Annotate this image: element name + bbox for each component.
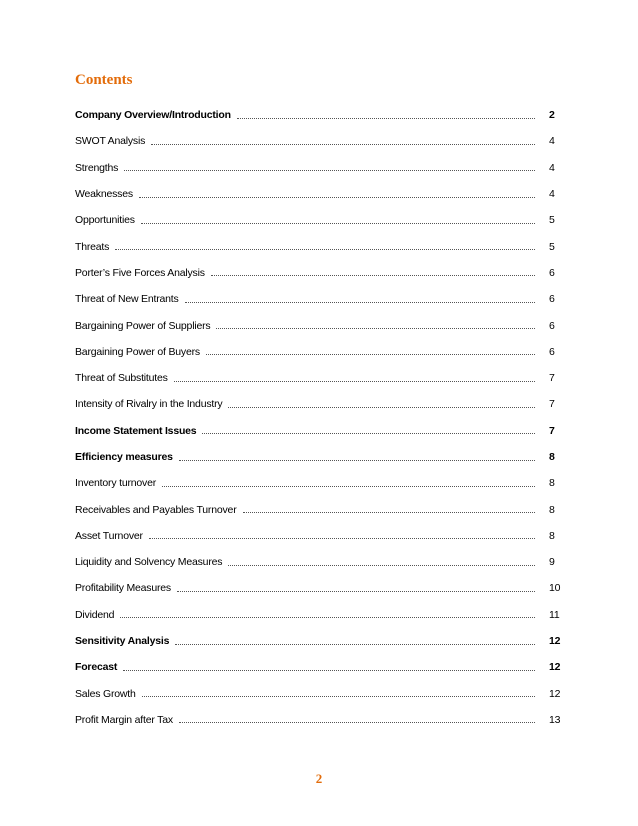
toc-entry-title: Dividend [75,609,120,621]
toc-entry[interactable] [75,365,565,391]
toc-dot-leader [124,160,535,171]
toc-dot-leader [228,555,535,566]
toc-entry-page-number: 8 [549,477,555,490]
toc-dot-leader [123,660,535,671]
toc-entry[interactable] [75,260,565,286]
toc-entry-page-number: 6 [549,345,555,358]
toc-entry[interactable] [75,654,565,680]
toc-entry[interactable] [75,207,565,233]
toc-entry-page-number: 12 [549,687,561,700]
toc-entry-title: Opportunities [75,214,141,226]
toc-dot-leader [202,423,535,434]
toc-dot-leader [228,397,535,408]
toc-entry[interactable] [75,312,565,338]
toc-entry-title: Porter’s Five Forces Analysis [75,267,211,279]
toc-entry[interactable] [75,681,565,707]
toc-dot-leader [162,476,535,487]
toc-entry-page-number: 4 [549,161,555,174]
toc-entry-title: Asset Turnover [75,530,149,542]
toc-entry-title: Weaknesses [75,188,139,200]
toc-dot-leader [243,502,536,513]
toc-entry-title: Threat of New Entrants [75,293,185,305]
toc-dot-leader [185,292,535,303]
toc-entry-page-number: 9 [549,556,555,569]
toc-entry-title: Forecast [75,661,123,673]
toc-entry[interactable] [75,286,565,312]
toc-dot-leader [174,371,535,382]
toc-entry[interactable] [75,707,565,733]
toc-dot-leader [179,450,535,461]
toc-entry[interactable] [75,549,565,575]
toc-entry-page-number: 7 [549,372,555,385]
toc-entry[interactable] [75,602,565,628]
toc-dot-leader [175,634,535,645]
toc-entry-page-number: 4 [549,188,555,201]
toc-entry[interactable] [75,496,565,522]
toc-entry[interactable] [75,128,565,154]
toc-entry-title: Profit Margin after Tax [75,714,179,726]
toc-entry[interactable] [75,102,565,128]
toc-entry[interactable] [75,233,565,259]
toc-dot-leader [142,686,535,697]
toc-entry-page-number: 8 [549,451,555,463]
toc-entry-page-number: 7 [549,398,555,411]
toc-entry-title: Company Overview/Introduction [75,109,237,121]
toc-entry-page-number: 12 [549,661,561,674]
toc-entry-title: Threat of Substitutes [75,372,174,384]
toc-entry[interactable] [75,339,565,365]
toc-entry-title: Bargaining Power of Buyers [75,346,206,358]
toc-entry[interactable] [75,155,565,181]
toc-entry-page-number: 6 [549,293,555,306]
toc-entry-title: Bargaining Power of Suppliers [75,320,216,332]
toc-dot-leader [216,318,535,329]
toc-entry-title: Efficiency measures [75,451,179,463]
toc-entry-page-number: 5 [549,214,555,227]
toc-entry-title: Sales Growth [75,688,142,700]
toc-dot-leader [211,265,535,276]
toc-entry-title: Income Statement Issues [75,425,202,437]
toc-entry-page-number: 5 [549,240,555,253]
toc-entry-title: Threats [75,241,115,253]
toc-entry-title: Strengths [75,162,124,174]
toc-list [75,102,565,733]
toc-entry[interactable] [75,470,565,496]
toc-dot-leader [151,134,535,145]
toc-entry-page-number: 2 [549,109,555,122]
toc-entry-page-number: 7 [549,424,555,437]
toc-entry[interactable] [75,523,565,549]
toc-entry-page-number: 6 [549,266,555,279]
toc-entry-page-number: 10 [549,582,561,595]
toc-entry-page-number: 8 [549,503,555,516]
toc-entry-page-number: 13 [549,713,561,726]
toc-entry-page-number: 4 [549,135,555,148]
toc-entry-page-number: 11 [549,608,560,621]
toc-dot-leader [206,344,535,355]
toc-dot-leader [179,712,535,723]
toc-entry[interactable] [75,444,565,470]
toc-entry-page-number: 8 [549,529,555,542]
toc-dot-leader [120,607,535,618]
toc-entry-page-number: 12 [549,635,561,648]
toc-entry[interactable] [75,575,565,601]
toc-dot-leader [115,239,535,250]
toc-dot-leader [149,528,535,539]
toc-entry[interactable] [75,628,565,654]
toc-dot-leader [177,581,535,592]
toc-entry[interactable] [75,391,565,417]
toc-dot-leader [141,213,535,224]
toc-entry-title: SWOT Analysis [75,135,151,147]
page-number: 2 [315,771,323,786]
toc-entry[interactable] [75,418,565,444]
toc-entry-title: Inventory turnover [75,477,162,489]
toc-entry-page-number: 6 [549,319,555,332]
toc-entry[interactable] [75,181,565,207]
toc-dot-leader [237,108,535,119]
toc-entry-title: Receivables and Payables Turnover [75,504,243,516]
toc-dot-leader [139,187,535,198]
toc-entry-title: Sensitivity Analysis [75,635,175,647]
toc-heading: Contents [75,72,133,88]
toc-entry-title: Liquidity and Solvency Measures [75,556,228,568]
toc-entry-title: Intensity of Rivalry in the Industry [75,398,228,410]
toc-entry-title: Profitability Measures [75,582,177,594]
